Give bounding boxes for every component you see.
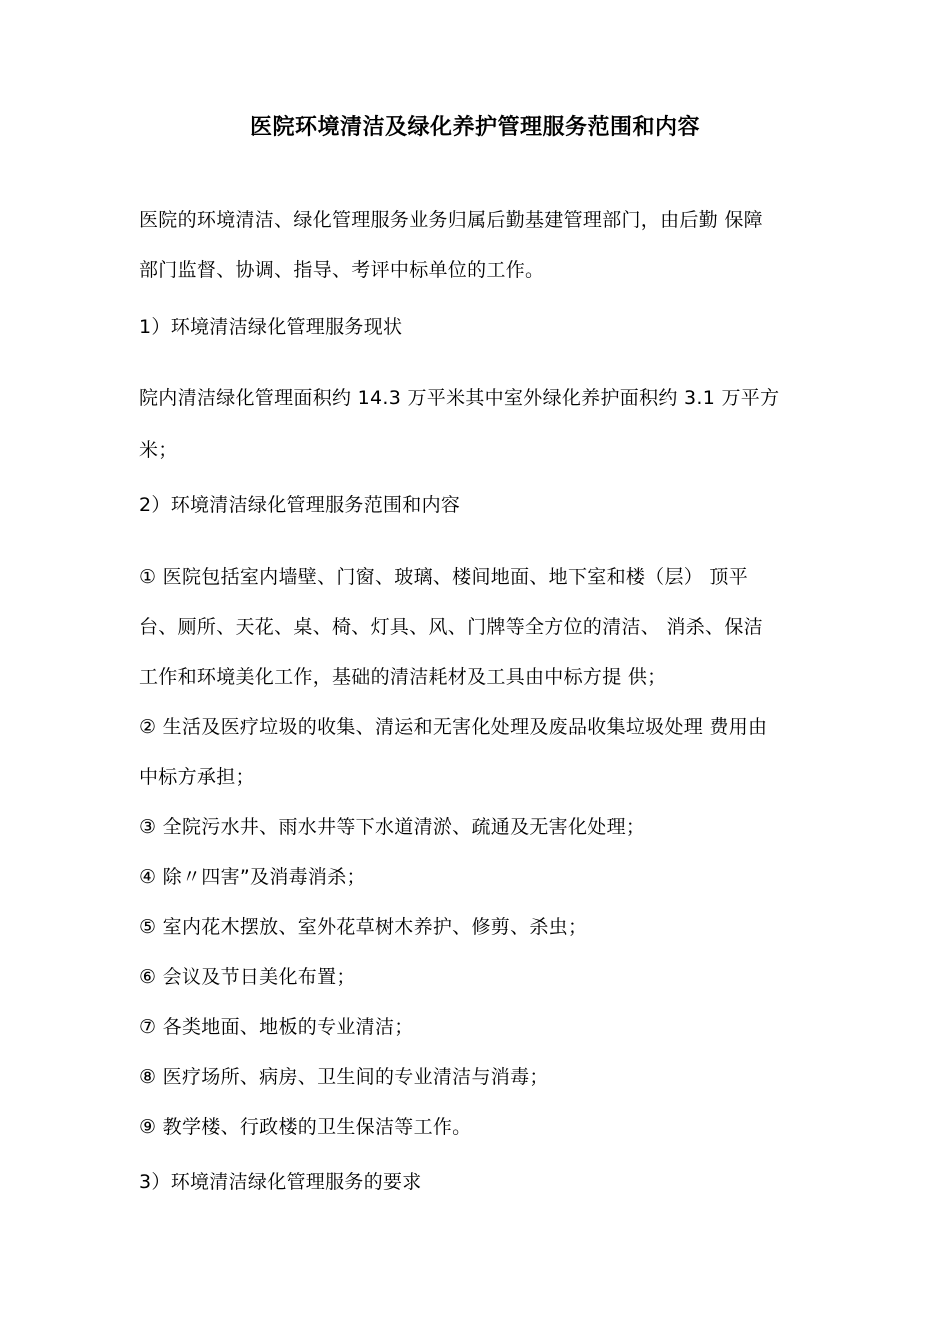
section2-item-line: 台、厕所、天花、桌、椅、灯具、风、门牌等全方位的清洁、 消杀、保洁 (139, 616, 763, 638)
section2-heading: 2）环境清洁绿化管理服务范围和内容 (139, 494, 461, 516)
section2-item-line: ② 生活及医疗垃圾的收集、清运和无害化处理及废品收集垃圾处理 费用由 (139, 716, 768, 738)
section2-item-line: ⑧ 医疗场所、病房、卫生间的专业清洁与消毒； (139, 1066, 549, 1088)
section2-item-line: ⑦ 各类地面、地板的专业清洁； (139, 1016, 414, 1038)
section1-heading: 1）环境清洁绿化管理服务现状 (139, 316, 403, 338)
section2-item-line: ③ 全院污水井、雨水井等下水道清淤、疏通及无害化处理； (139, 816, 646, 838)
section2-item-line: 工作和环境美化工作，基础的清洁耗材及工具由中标方提 供； (139, 666, 667, 688)
section2-item-line: ① 医院包括室内墙壁、门窗、玻璃、楼间地面、地下室和楼（层） 顶平 (139, 566, 749, 588)
section2-item-line: ⑥ 会议及节日美化布置； (139, 966, 356, 988)
section3-heading: 3）环境清洁绿化管理服务的要求 (139, 1171, 422, 1193)
section2-item-line: 中标方承担； (139, 766, 255, 788)
section2-item-line: ⑤ 室内花木摆放、室外花草树木养护、修剪、杀虫； (139, 916, 588, 938)
document-title: 医院环境清洁及绿化养护管理服务范围和内容 (249, 115, 700, 140)
section1-line-2: 米； (139, 439, 178, 461)
intro-line-1: 医院的环境清洁、绿化管理服务业务归属后勤基建管理部门，由后勤 保障 (139, 209, 763, 231)
section1-line-1: 院内清洁绿化管理面积约 14.3 万平米其中室外绿化养护面积约 3.1 万平方 (139, 387, 780, 409)
section2-item-line: ④ 除〃四害”及消毒消杀； (139, 866, 366, 888)
intro-line-2: 部门监督、协调、指导、考评中标单位的工作。 (139, 259, 545, 281)
section2-item-line: ⑨ 教学楼、行政楼的卫生保洁等工作。 (139, 1116, 472, 1138)
